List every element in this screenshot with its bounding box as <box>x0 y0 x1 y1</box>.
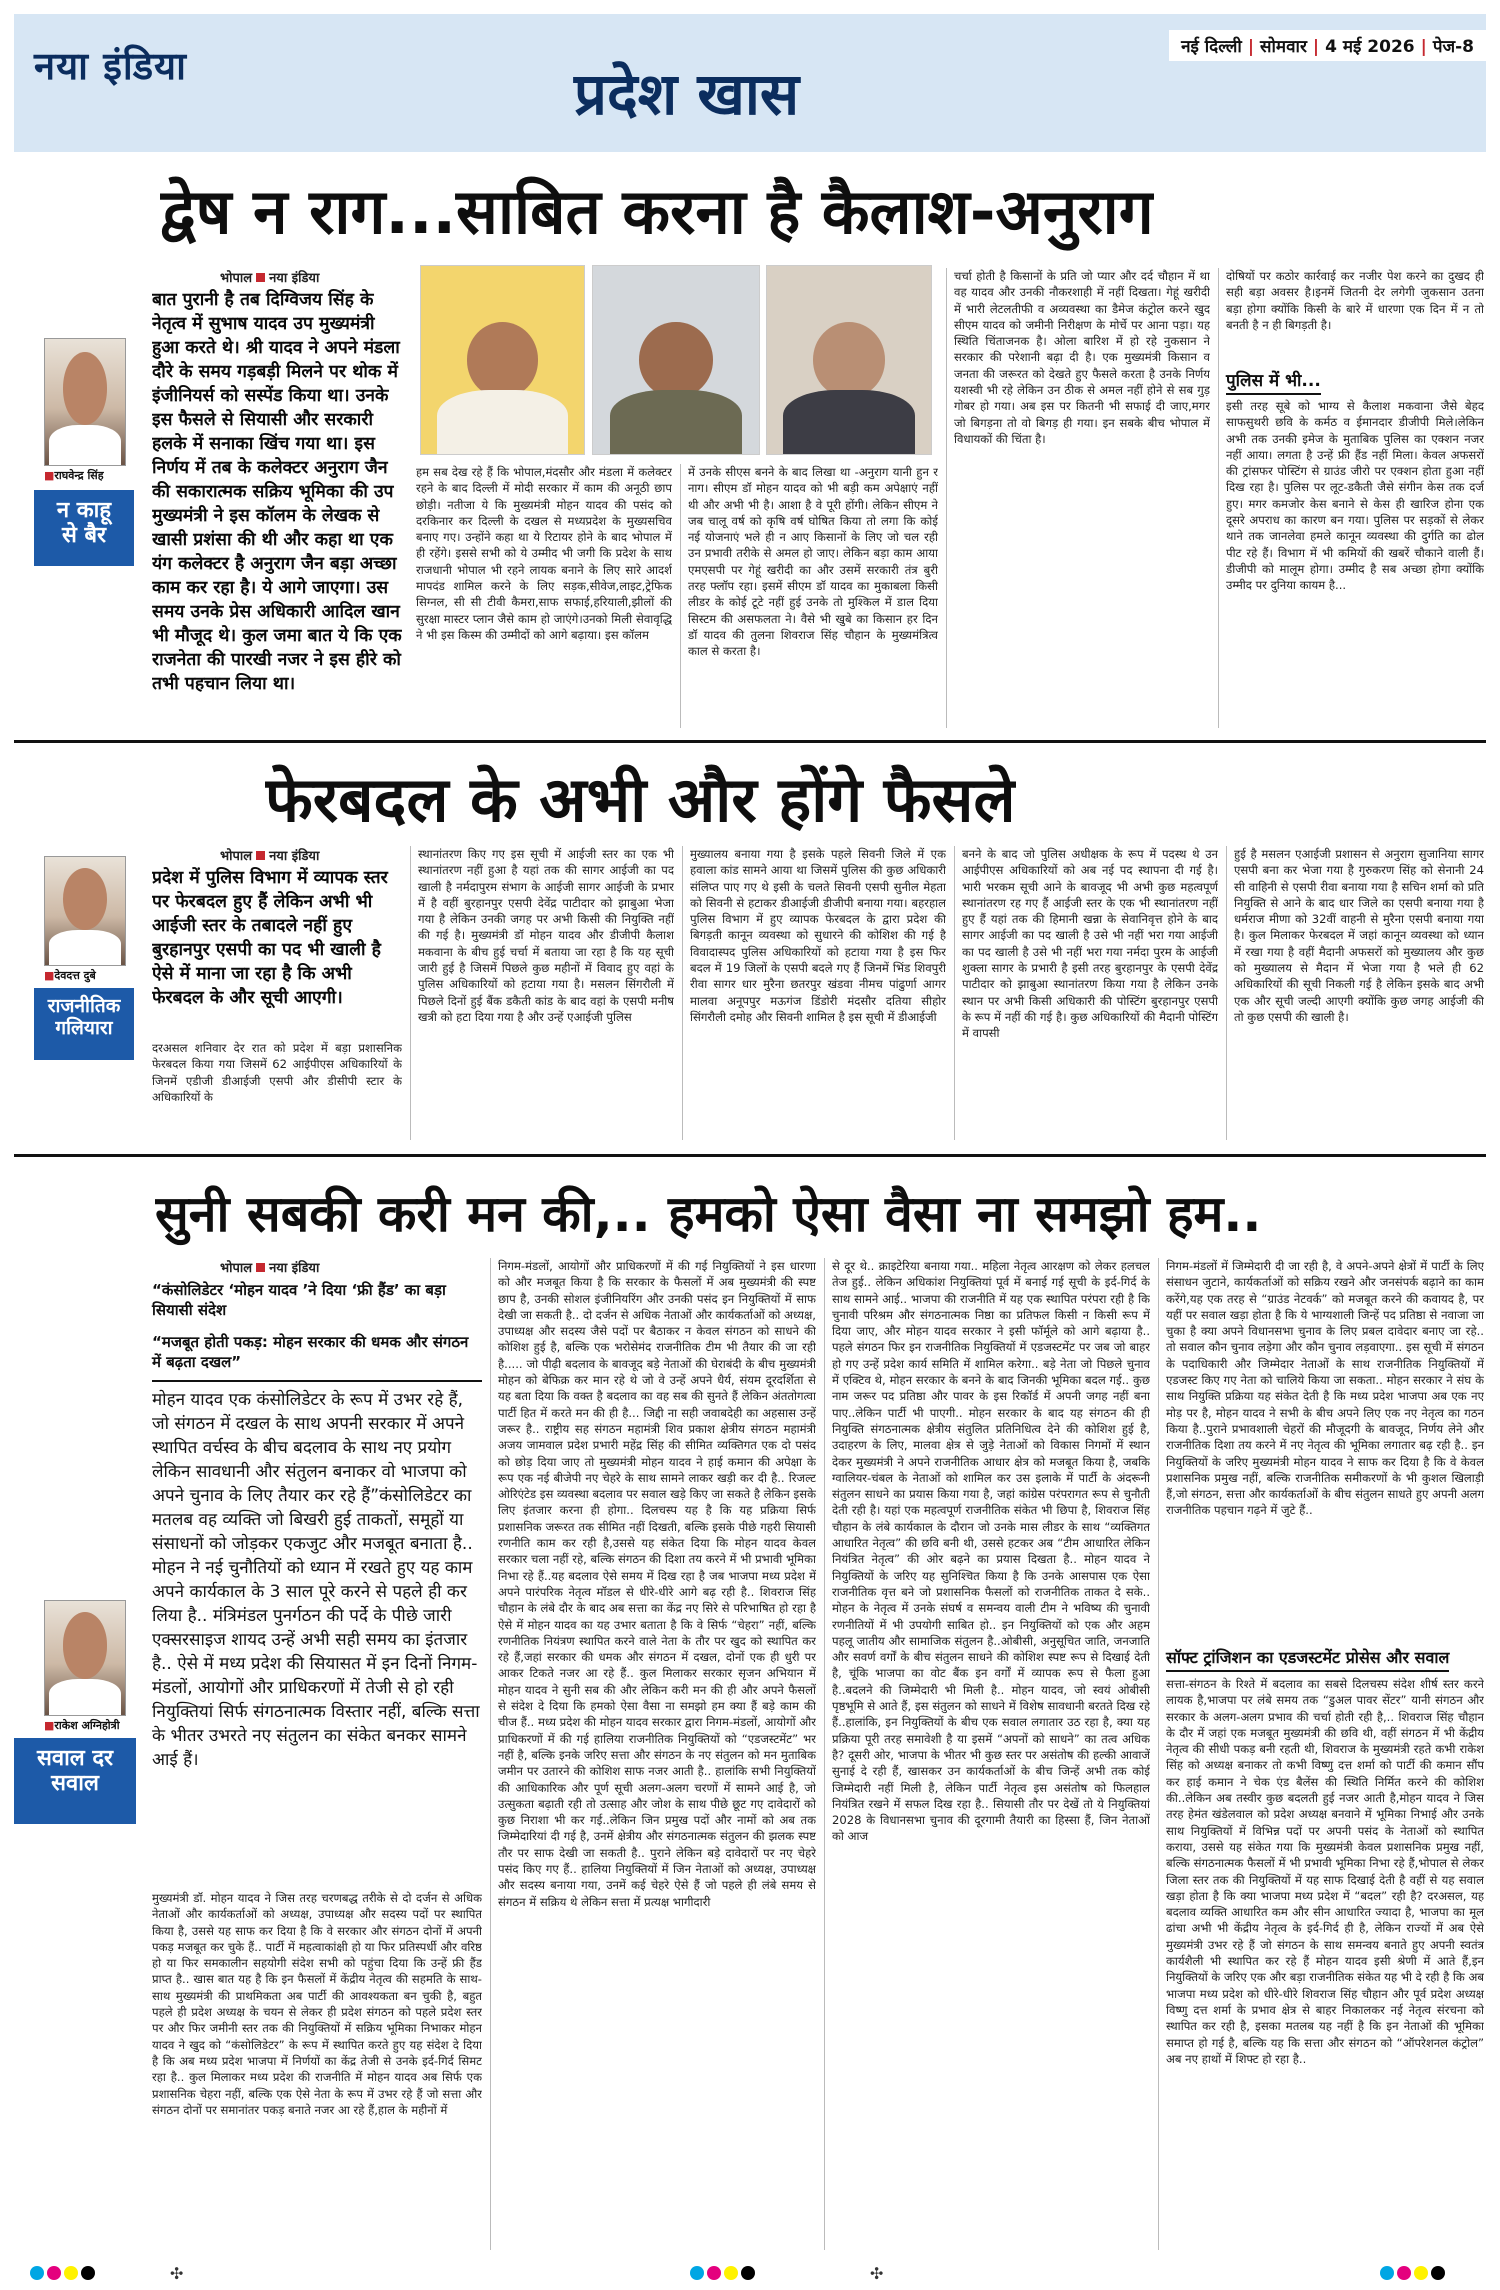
byline-place: भोपाल <box>220 271 253 286</box>
story3-column-4: निगम-मंडलों में जिम्मेदारी दी जा रही है, वे अपने-अपने क्षेत्रों में पार्टी के लिए संसाधन जुटाने, कार्यकर्ताओं को सक्रिय रखने और जनसंपर्क बढ़ाने का काम करेंगे,यह एक तरह से “ग्राउंड नेटवर्क” को मजबूत करने की कवायद है, पर यहीं पर सवाल खड़ा होता है कि ये भाग्यशाली जिन्हें पद प्रतिष्ठा से नवाजा जा चुका है क्या अपने विधानसभा चुनाव के लिए प्रबल दावेदार बनाए जा रहे.. तो सवाल कौन चुनाव लड़ेगा और कौन चुनाव लड़वाएगा.. इस सूची में संगठन के पदाधिकारी और जिम्मेदार नेताओं के साथ राजनीतिक नियुक्तियों में एडजस्ट किए गए नेता को चालिये किया जा सकता.. मोहन सरकार ने संघ के साथ नियुक्ति प्रक्रिया यह संकेत देती है कि मध्य प्रदेश भाजपा अब एक नए मोड़ पर है, मोहन यादव ने सभी के बीच अपने लिए एक नए नेतृत्व का गठन किया है..पुराने प्रभावशाली चेहरों की मौजूदगी के बावजूद, निर्णय लेने और राजनीतिक दिशा तय करने में नए नेतृत्व की भूमिका लगातार बढ़ रही है.. इन नियुक्तियों के जरिए मुख्यमंत्री मोहन यादव ने साफ कर दिया है कि वे केवल प्रशासनिक प्रमुख नहीं, बल्कि राजनीतिक समीकरणों के भी कुशल खिलाड़ी हैं,जो संगठन, सत्ता और कार्यकर्ताओं के बीच संतुलन साधते हुए अपनी अलग राजनीतिक पहचान गढ़ने में जुटे हैं.. <box>1166 1259 1484 1518</box>
story2-lead: प्रदेश में पुलिस विभाग में व्यापक स्तर पर फेरबदल हुए हैं लेकिन अभी भी आईजी स्तर के तबादले नहीं हुए बुरहानपुर एसपी का पद भी खाली है ऐसे में माना जा रहा है कि अभी फेरबदल के और सूची आएगी। <box>152 868 388 1008</box>
byline-square-icon <box>256 1263 265 1272</box>
author-photo <box>44 1600 126 1716</box>
officer-photo <box>766 265 932 455</box>
byline-paper: नया इंडिया <box>269 271 320 286</box>
story1-column-1: हम सब देख रहे हैं कि भोपाल,मंदसौर और मंडला में कलेक्टर रहने के बाद दिल्ली में मोदी सरकार में काम की अनूठी छाप छोड़ी। नतीजा ये कि मुख्यमंत्री मोहन यादव की पसंद को दरकिनार कर दिल्ली के दखल से मध्यप्रदेश के मुख्यसचिव बनाए गए। उन्होंने कहा था ये रिटायर होने के बाद भोपाल में ही रहेंगे। इससे सभी को ये उम्मीद भी जगी कि प्रदेश के साथ राजधानी भोपाल भी रहने लायक बनाने के लिए सारे आदर्श मापदंड शामिल करने के लिए सड़क,सीवेज,लाइट,ट्रेफिक सिग्नल, सी सी टीवी कैमरा,साफ सफाई,हरियाली,झीलों की सुरक्षा मास्टर प्लान जैसे काम हो जाएंगे।उनको मिली सेवावृद्धि ने भी इस किस्म की उम्मीदों को आगे बढ़ाया। इस कॉलम <box>416 465 672 642</box>
column-divider <box>1218 268 1219 728</box>
story3-headline: सुनी सबकी करी मन की,.. हमको ऐसा वैसा ना समझो हम.. <box>155 1185 1262 1243</box>
section-rule <box>14 740 1486 743</box>
print-registration-marks <box>0 2262 1500 2286</box>
story3-subhead: सॉफ्ट ट्रांजिशन का एडजस्टमेंट प्रोसेस और सवाल <box>1166 1646 1449 1672</box>
column-divider <box>946 268 947 728</box>
column-divider <box>954 846 955 1140</box>
story3-byline <box>220 1258 319 1276</box>
column-tag <box>34 490 134 566</box>
masthead <box>14 14 1486 152</box>
story2-column-1: दरअसल शनिवार देर रात को प्रदेश में बड़ा प्रशासनिक फेरबदल किया गया जिसमें 62 आईपीएस अधिकारियों के जिनमें एडीजी डीआईजी एसपी और डीसीपी स्टार के अधिकारियों के <box>152 1041 402 1104</box>
byline-paper: नया इंडिया <box>269 849 320 864</box>
story1-column-3: चर्चा होती है किसानों के प्रति जो प्यार और दर्द चौहान में था वह यादव और उनकी नौकरशाही में नहीं दिखता। गेहूं खरीदी में भारी लेटलतीफी व अव्यवस्था का डैमेज कंट्रोल करने खुद सीएम यादव को जमीनी निरीक्षण के मोर्चे पर आना पड़ा। यह स्थिति चिंताजनक है। ओला बारिश में हो रहे नुकसान ने सरकार की परेशानी बढ़ा दी है। एक मुख्यमंत्री किसान व जनता की जरूरत को देखते हुए फैसले करता है उनके निर्णय यशस्वी भी रहे लेकिन उन ठीक से अमल नहीं होने से सब गुड़ गोबर हो गया। अब इस पर कितनी भी सफाई दी जाए,मगर जो बिगड़ना तो वो बिगड़ ही गया। इन सबके बीच भोपाल में विधायकों की चिंता है। <box>954 269 1210 446</box>
story1-column-5: इसी तरह सूबे को भाग्य से कैलाश मकवाना जैसे बेहद साफसुथरी छवि के कर्मठ व ईमानदार डीजीपी मिले।लेकिन अभी तक उनकी इमेज के मुताबिक पुलिस का एक्शन नजर नहीं आया। लगता है उन्हें फ्री हैंड नहीं मिला। केवल अफसरों की ट्रांसफर पोस्टिंग से ग्राउंड जीरो पर एक्शन होता हुआ नहीं दिख रहा है। पुलिस पर लूट-डकैती जैसे संगीन केस तक दर्ज हुए। मगर कमजोर केस बनाने से केस ही खारिज होना एक दूसरे अपराध का कारण बन गया। पुलिस पर सड़कों से लेकर थाने तक जानलेवा हमले कानून व्यवस्था की दुर्गति का ढोल पीट रहे हैं। विभाग में भी कमियों की खबरें चौकाने वाली हैं। डीजीपी को मालूम होगा। उम्मीद है सब अच्छा होगा क्योंकि उम्मीद पर दुनिया कायम है... <box>1226 399 1484 593</box>
story1-column-2: में उनके सीएस बनने के बाद लिखा था -अनुराग यानी हुन र नाग। सीएम डॉ मोहन यादव को भी बड़ी कम अपेक्षाएं नहीं थी और अभी भी है। आशा है वे पूरी होंगी। लेकिन सीएम ने जब चालू वर्ष को कृषि वर्ष घोषित किया तो लगा कि कोई नई योजनाएं भले ही न आए किसानों के लिए जो चल रही उन प्रभावी तरीके से अमल हो जाए। लेकिन बड़ा काम आया एमएसपी पर गेहूं खरीदी का और उसमें सरकारी तंत्र बुरी तरह फ्लॉप रहा। इसमें सीएम डॉ यादव का मुकाबला किसी लीडर के कोई टूटे नहीं हुई उनके तो मुश्किल में डाल दिया सिस्टम की असफलता ने। वैसे भी खुबे का किसान हर दिन डॉ यादव की तुलना शिवराज सिंह चौहान के मुख्यमंत्रित्व काल से करता है। <box>688 465 938 659</box>
story2-headline: फेरबदल के अभी और होंगे फैसले <box>265 763 1016 836</box>
byline-paper: नया इंडिया <box>269 1261 320 1276</box>
column-tag-line1: राजनीतिक <box>47 995 121 1017</box>
crosshair-icon: ✣ <box>170 2264 184 2283</box>
story2-column-2: स्थानांतरण किए गए इस सूची में आईजी स्तर का एक भी स्थानांतरण नहीं हुआ है यहां तक की सागर आईजी का पद खाली है नर्मदापुरम संभाग के आईजी सागर आईजी के प्रभार में है वहीं बुरहानपुर एसपी देवेंद्र पाटीदार को झाबुआ भेजा गया है लेकिन उनकी जगह पर अभी किसी की नियुक्ति नहीं की गई है। मुख्यमंत्री डॉ मोहन यादव और डीजीपी कैलाश मकवाना के बीच हुई चर्चा में बताया जा रहा है कि यह सूची जारी हुई है जिसमें पिछले कुछ महीनों में विवाद हुए वहां के पुलिस अधिकारियों को हटाया गया है। मसलन सिंगरौली में पिछले दिनों हुई बैंक डकैती कांड के बाद वहां के एसपी मनीष खत्री को हटा दिया गया है और उन्हें एआईजी पुलिस <box>418 847 674 1024</box>
story3-column-5: सत्ता-संगठन के रिश्ते में बदलाव का सबसे दिलचस्प संदेश शीर्ष स्तर करने लायक है,भाजपा पर लंबे समय तक “डुअल पावर सेंटर” यानी संगठन और सरकार के अलग-अलग प्रभाव की चर्चा होती रही है,.. शिवराज सिंह चौहान के दौर में जहां एक मजबूत मुख्यमंत्री की छवि थी, वहीं संगठन में भी केंद्रीय नेतृत्व की सीधी पकड़ बनी रहती थी, शिवराज के मुख्यमंत्री रहते कभी राकेश सिंह को अध्यक्ष बनाकर तो कभी विष्णु दत्त शर्मा को पार्टी की कमान सौंप कर हाई कमान ने चेक एंड बैलेंस की स्थिति निर्मित करने की कोशिश की..लेकिन अब तस्वीर कुछ बदलती हुई नजर आती है,मोहन यादव ने जिस तरह हेमंत खंडेलवाल को प्रदेश अध्यक्ष बनवाने में भूमिका निभाई और उनके साथ नियुक्तियों में विभिन्न पदों पर अपनी पसंद के नेताओं को स्थापित कराया, उससे यह संकेत गया कि मुख्यमंत्री केवल प्रशासनिक प्रमुख नहीं, बल्कि संगठनात्मक फैसलों में भी प्रभावी भूमिका निभा रहे हैं,भोपाल से लेकर जिला स्तर तक की नियुक्तियों में यह साफ दिखाई देती है वहीं से यह सवाल खड़ा होता है कि क्या भाजपा मध्य प्रदेश में “बदल” रही है? दरअसल, यह बदलाव व्यक्ति आधारित कम और सीन आधारित ज्यादा है, भाजपा का मूल ढांचा अभी भी केंद्रीय नेतृत्व के इर्द-गिर्द ही है, लेकिन राज्यों में अब ऐसे मुख्यमंत्री उभर रहे हैं जो संगठन के साथ समन्वय बनाते हुए अपनी स्वतंत्र कार्यशैली भी स्थापित कर रहे हैं मोहन यादव इसी श्रेणी में आते हैं,इन नियुक्तियों के जरिए एक और बड़ा राजनीतिक संकेत यह भी दे रही है कि अब भाजपा मध्य प्रदेश को धीरे-धीरे शिवराज सिंह चौहान और पूर्व प्रदेश अध्यक्ष विष्णु दत्त शर्मा के प्रभाव क्षेत्र से बाहर निकालकर नई नेतृत्व संरचना को स्थापित कर रही है, इसका मतलब यह नहीं है कि इन नेताओं की भूमिका समाप्त हो गई है, बल्कि यह कि सत्ता और संगठन को “ऑपरेशनल कंट्रोल” अब नए हाथों में शिफ्ट हो रहा है.. <box>1166 1677 1484 2066</box>
dateline-separator: | <box>1312 37 1320 57</box>
column-tag-line2: सवाल <box>51 1771 99 1797</box>
story1-subhead: पुलिस में भी... <box>1226 368 1321 395</box>
column-tag-line1: सवाल दर <box>36 1746 114 1771</box>
cmyk-dots-icon <box>1380 2266 1445 2280</box>
dateline-separator: | <box>1420 37 1427 57</box>
byline-square-icon <box>256 851 265 860</box>
story1-byline <box>220 268 319 286</box>
story3-column-2: निगम-मंडलों, आयोगों और प्राधिकरणों में की गई नियुक्तियों ने इस धारणा को और मजबूत किया है कि सरकार के फैसलों में अब मुख्यमंत्री की स्पष्ट छाप है, उनकी सोशल इंजीनियरिंग और उनकी पसंद इन नियुक्तियों में साफ देखी जा सकती है.. दो दर्जन से अधिक नेताओं और कार्यकर्ताओं को अध्यक्ष, उपाध्यक्ष और सदस्य जैसे पदों पर बैठाकर न केवल संगठन को साधने की कोशिश हुई है, बल्कि एक भरोसेमंद राजनीतिक टीम भी तैयार की जा रही है..... जो पीढ़ी बदलाव के बावजूद बड़े नेताओं की घेराबंदी के बीच मुख्यमंत्री मोहन को बेफिक्र कर मान रहे थे जो वे उन्हें अपने धैर्य, संयम दूरदर्शिता से यह बता दिया कि वक्त है बदलाव का वह सब की सुनते हैं लेकिन अंततोगत्वा पार्टी हित में करते मन की ही है... जिद्दी ना सही जवाबदेही का अहसास उन्हें जरूर है.. राष्ट्रीय सह संगठन महामंत्री शिव प्रकाश क्षेत्रीय संगठन महामंत्री अजय जामवाल प्रदेश प्रभारी महेंद्र सिंह की सीमित व्यक्तिगत एक दो पसंद को छोड़ दिया जाए तो मुख्यमंत्री मोहन यादव ने हाई कमान की अपेक्षा के रूप एक नई बीजेपी नए चेहरे के साथ सामने लाकर खड़ी कर दी है.. रिजल्ट ओरिएंटेड इस व्यवस्था बदलाव पर सवाल खड़े किए जा सकते है लेकिन इसके लिए इंतजार करना ही होगा.. दिलचस्प यह है कि यह प्रक्रिया सिर्फ प्रशासनिक जरूरत तक सीमित नहीं दिखती, बल्कि इसके पीछे गहरी सियासी रणनीति काम कर रही है,उससे यह संकेत दिया कि मोहन यादव केवल सरकार चला नहीं रहे, बल्कि संगठन की दिशा तय करने में भी प्रभावी भूमिका निभा रहे हैं..यह बदलाव ऐसे समय में दिख रहा है जब भाजपा मध्य प्रदेश में अपने पारंपरिक नेतृत्व मॉडल से धीरे-धीरे आगे बढ़ रही है.. शिवराज सिंह चौहान के लंबे दौर के बाद अब सत्ता का केंद्र नए सिरे से परिभाषित हो रहा है ऐसे में मोहन यादव का यह उभार बताता है कि वे सिर्फ “चेहरा” नहीं, बल्कि रणनीतिक नियंत्रण स्थापित करने वाले नेता के तौर पर खुद को स्थापित कर रहे हैं,जहां सरकार की धमक और संगठन में दखल, दोनों एक ही धुरी पर आकर टिकते नजर आ रहे हैं.. कुल मिलाकर सरकार सृजन अभियान में मोहन यादव ने सुनी सब की और लेकिन करी मन की ही और अपने फैसलों से संदेश दे दिया कि हमको ऐसा वैसा ना समझो हम क्या हैं बड़े काम की चीज हैं.. मध्य प्रदेश की मोहन यादव सरकार द्वारा निगम-मंडलों, आयोगों और प्राधिकरणों में की गई हालिया राजनीतिक नियुक्तियों को “एडजस्टमेंट” भर नहीं है, बल्कि इनके जरिए सत्ता और संगठन के नए संतुलन को मन मुताबिक जमीन पर उतारने की कोशिश साफ नजर आती है.. हालांकि सभी नियुक्तियों की आधिकारिक और पूर्ण सूची अलग-अलग चरणों में सामने आई है, जो उत्सुकता बढ़ाती रही तो उत्साह और जोश के साथ पीछे छूट गए दावेदारों को कुछ निराशा भी कर गई..लेकिन जिन प्रमुख पदों और नामों को अब तक जिम्मेदारियां दी गई है, उनमें क्षेत्रीय और संगठनात्मक संतुलन की झलक स्पष्ट तौर पर साफ देखी जा सकती है.. पुराने लेकिन बड़े दावेदारों पर नए चेहरे पसंद किए गए हैं.. हालिया नियुक्तियों में जिन नेताओं को अध्यक्ष, उपाध्यक्ष और सदस्य बनाया गया, उनमें कई चेहरे ऐसे हैं जो पहले ही लंबे समय से संगठन में सक्रिय थे लेकिन सत्ता में प्रत्यक्ष भागीदारी <box>498 1259 816 1909</box>
byline-place: भोपाल <box>220 849 253 864</box>
story2-author: ■देवदत्त दुबे <box>44 969 96 982</box>
story3-column-3: से दूर थे.. क्राइटेरिया बनाया गया.. महिला नेतृत्व आरक्षण को लेकर हलचल तेज हुई.. लेकिन अधिकांश नियुक्तियां पूर्व में बनाई गई सूची के इर्द-गिर्द के साथ सामने आई.. भाजपा की राजनीति में यह एक स्थापित परंपरा रही है कि चुनावी परिश्रम और संगठनात्मक निष्ठा का प्रतिफल किसी न किसी रूप में दिया जाए, और मोहन यादव सरकार ने इसी फॉर्मूले को आगे बढ़ाया है.. पहले संगठन फिर इन राजनीतिक नियुक्तियों में एडजस्टमेंट पर जब जो बाहर हो गए उन्हें प्रदेश कार्य समिति में शामिल करेगा.. बड़े नेता जो पिछले चुनाव में एक्टिव थे, मोहन सरकार के बनने के बाद जिनकी भूमिका बदल गई.. कुछ नाम जरूर पद प्रतिष्ठा और पावर के इस रिकॉर्ड में अपनी जगह नहीं बना पाए..लेकिन पार्टी भी पाएगी.. मोहन सरकार के बाद यह संगठन की ही नियुक्ति संगठनात्मक क्षेत्रीय संतुलित प्रतिनिधित्व देने की कोशिश हुई है, उदाहरण के लिए, मालवा क्षेत्र से जुड़े नेताओं को विकास निगमों में स्थान देकर मुख्यमंत्री ने अपने राजनीतिक आधार क्षेत्र को मजबूत किया है, जबकि ग्वालियर-चंबल के नेताओं को शामिल कर उस इलाके में पार्टी के अंदरूनी संतुलन साधने का प्रयास किया गया है, जहां कांग्रेस परंपरागत रूप से चुनौती देती रही है। यहां एक महत्वपूर्ण राजनीतिक संकेत भी छिपा है, शिवराज सिंह चौहान के लंबे कार्यकाल के दौरान जो उनके मास लीडर के साथ “व्यक्तिगत आधारित नेतृत्व” की छवि बनी थी, उससे हटकर अब “टीम आधारित लेकिन नियंत्रित नेतृत्व” की ओर बढ़ने का प्रयास दिखता है.. मोहन यादव ने नियुक्तियों के जरिए यह सुनिश्चित किया है कि उनके आसपास एक ऐसा राजनीतिक वृत्त बने जो प्रशासनिक फैसलों को राजनीतिक ताकत दे सके.. मोहन के नेतृत्व में उनके संघर्ष व समन्वय वाली टीम ने भविष्य की चुनावी रणनीतियों में भी उपयोगी साबित हो.. इन नियुक्तियों को एक और अहम पहलू जातीय और सामाजिक संतुलन है..ओबीसी, अनुसूचित जाति, जनजाति और सवर्ण वर्गों के बीच संतुलन साधने की कोशिश स्पष्ट रूप से दिखाई देती है, चूंकि भाजपा का वोट बैंक इन वर्गों में व्यापक रूप से फैला हुआ है..बदलने की जिम्मेदारी भी मिली है.. मोहन यादव, जो स्वयं ओबीसी पृष्ठभूमि से आते हैं, इस संतुलन को साधने में विशेष सावधानी बरतते दिख रहे हैं..हालांकि, इन नियुक्तियों के बीच एक सवाल लगातार उठ रहा है, क्या यह प्रक्रिया पूरी तरह समावेशी है या इसमें “अपनों को साधने” का तत्व अधिक है? दूसरी ओर, भाजपा के भीतर भी कुछ स्तर पर असंतोष की हल्की आवाजें सुनाई दे रही हैं, खासकर उन कार्यकर्ताओं के बीच जिन्हें अभी तक कोई जिम्मेदारी नहीं मिली है, लेकिन पार्टी नेतृत्व इस असंतोष को फिलहाल नियंत्रित रखने में सफल दिख रहा है.. सियासी तौर पर देखें तो ये नियुक्तियां 2028 के विधानसभा चुनाव की दूरगामी तैयारी का हिस्सा हैं, जिन नेताओं को आज <box>832 1259 1150 1844</box>
story3-author: ■राकेश अग्निहोत्री <box>44 1719 120 1732</box>
dateline-page: पेज-8 <box>1432 37 1474 57</box>
story1-column-4: दोषियों पर कठोर कार्रवाई कर नजीर पेश करने का दुखद ही सही बड़ा अवसर है।इनमें जितनी देर लगेगी जुकसान उतना बड़ा होगा क्योंकि किसी के बारे में धारणा एक दिन में न तो बनती है न ही बिगड़ती है। <box>1226 269 1484 332</box>
column-divider <box>410 846 411 1140</box>
dateline <box>1169 30 1486 61</box>
story3-kicker-1: “कंसोलिडेटर ‘मोहन यादव ’ने दिया ‘फ्री हैंड’ का बड़ा सियासी संदेश <box>152 1281 446 1319</box>
column-divider <box>824 1258 825 2250</box>
column-tag-line2: से बैर <box>61 523 107 549</box>
column-tag-line2: गलियारा <box>55 1016 113 1039</box>
politician-photo <box>420 265 585 455</box>
story3-kicker-2: “मजबूत होती पकड़: मोहन सरकार की धमक और संगठन में बढ़ता दखल” <box>152 1333 469 1371</box>
dateline-city: नई दिल्ली <box>1181 37 1242 57</box>
column-divider <box>490 1258 491 2250</box>
police-officer-photo <box>592 265 760 455</box>
column-tag <box>14 1738 136 1824</box>
section-title: प्रदेश खास <box>574 60 800 128</box>
column-tag-line1: न काहू <box>56 498 112 523</box>
dateline-date: 4 मई 2026 <box>1325 37 1415 57</box>
crosshair-icon: ✣ <box>870 2264 884 2283</box>
cmyk-dots-icon <box>30 2266 95 2280</box>
column-divider <box>1226 846 1227 1140</box>
kicker-rule <box>152 1380 482 1382</box>
byline-square-icon <box>256 273 265 282</box>
column-tag <box>34 988 134 1060</box>
newspaper-logo: नया इंडिया <box>34 44 187 88</box>
byline-place: भोपाल <box>220 1261 253 1276</box>
column-divider <box>1158 1258 1159 2250</box>
story3-deck: मोहन यादव एक कंसोलिडेटर के रूप में उभर रहे हैं, जो संगठन में दखल के साथ अपनी सरकार में अपने स्थापित वर्चस्व के बीच बदलाव के साथ नए प्रयोग लेकिन सावधानी और संतुलन बनाकर वो भाजपा को अपने चुनाव के लिए तैयार कर रहे हैं”कंसोलिडेटर का मतलब वह व्यक्ति जो बिखरी हुई ताकतों, समूहों या संसाधनों को जोड़कर एकजुट और मजबूत बनाता है.. मोहन ने नई चुनौतियों को ध्यान में रखते हुए यह काम अपने कार्यकाल के 3 साल पूरे करने से पहले ही कर लिया है.. मंत्रिमंडल पुनर्गठन की पर्दे के पीछे जारी एक्सरसाइज शायद उन्हें अभी सही समय का इंतजार है.. ऐसे में मध्य प्रदेश की सियासत में इन दिनों निगम-मंडलों, आयोगों और प्राधिकरणों में तेजी से हो रही नियुक्तियां सिर्फ संगठनात्मक विस्तार नहीं, बल्कि सत्ता के भीतर उभरते नए संतुलन का संकेत बनकर सामने आई हैं। <box>152 1390 480 1770</box>
story2-column-5: हुई है मसलन एआईजी प्रशासन से अनुराग सुजानिया सागर एसपी बना कर भेजा गया है गुरुकरण सिंह को सेनानी 24 सी वाहिनी से एसपी रीवा बनाया गया है सचिन शर्मा को प्रति नियुक्ति से आने के बाद धार जिले का एसपी बनाया गया है धर्मराज मीणा को 32वीं वाहनी से मुरैना एसपी बनाया गया है। कुल मिलाकर फेरबदल में जहां कानून व्यवस्था को ध्यान में रखा गया है वहीं मैदानी अफसरों को मुख्यालय और कुछ को मुख्यालय से मैदान में भेजा गया है भले ही 62 अधिकारियों की सूची निकली गई है लेकिन इसके बाद अभी एक और सूची जल्दी आएगी क्योंकि कुछ जगह आईजी की तो कुछ एसपी की खाली है। <box>1234 847 1484 1024</box>
story2-column-4: बनने के बाद जो पुलिस अधीक्षक के रूप में पदस्थ थे उन आईपीएस अधिकारियों को अब नई पद स्थापना दी गई है। भारी भरकम सूची आने के बावजूद भी अभी कुछ महत्वपूर्ण स्थानांतरण रह गए हैं आईजी स्तर के एक भी स्थानांतरण नहीं हुए हैं यहां तक की हिमानी खन्ना के सेवानिवृत्त होने के बाद सागर आईजी का पद खाली है उसे भी नहीं भरा गया आईजी का पद खाली है उसे भी नहीं भरा गया नर्मदा पुरम के आईजी शुक्ला सागर के प्रभारी है इसी तरह बुरहानपुर के एसपी देवेंद्र पाटीदार को झाबुआ स्थानांतरण किया गया है लेकिन उनके स्थान पर अभी किसी अधिकारी की पोस्टिंग बुरहानपुर एसपी के रूप में नहीं की गई है। कुछ अधिकारियों की मैदानी पोस्टिंग में वापसी <box>962 847 1218 1041</box>
story3-column-1: मुख्यमंत्री डॉ. मोहन यादव ने जिस तरह चरणबद्ध तरीके से दो दर्जन से अधिक नेताओं और कार्यकर्ताओं को अध्यक्ष, उपाध्यक्ष और सदस्य पदों पर स्थापित किया है, उससे यह साफ कर दिया है कि वे सरकार और संगठन दोनों में अपनी पकड़ मजबूत कर चुके हैं.. पार्टी में महत्वाकांक्षी हो या फिर प्रतिस्पर्धी और वरिष्ठ हो या फिर समकालीन सहयोगी संदेश सभी को पहुंचा दिया कि उन्हें फ्री हैंड प्राप्त है.. खास बात यह है कि इन फैसलों में केंद्रीय नेतृत्व की सहमति के साथ-साथ मुख्यमंत्री की प्राथमिकता अब पार्टी की आवश्यकता बन चुकी है, बहुत पहले ही प्रदेश अध्यक्ष के चयन से लेकर ही प्रदेश संगठन को पहले प्रदेश स्तर पर और फिर जमीनी स्तर तक की नियुक्तियों में सक्रिय भूमिका निभाकर मोहन यादव ने खुद को “कंसोलिडेटर” के रूप में स्थापित करते हुए यह संदेश दे दिया है कि अब मध्य प्रदेश भाजपा में निर्णयों का केंद्र तेजी से उनके इर्द-गिर्द सिमट रहा है.. कुल मिलाकर मध्य प्रदेश की राजनीति में मोहन यादव अब सिर्फ एक प्रशासनिक चेहरा नहीं, बल्कि एक ऐसे नेता के रूप में उभर रहे हैं जो सत्ता और संगठन दोनों पर समानांतर पकड़ बनाते नजर आ रहे हैं,हाल के महीनों में <box>152 1891 482 2117</box>
dateline-separator: | <box>1247 37 1255 57</box>
story2-byline <box>220 846 319 864</box>
story1-headline: द्वेष न राग...साबित करना है कैलाश-अनुराग <box>160 175 1154 248</box>
section-rule <box>14 1154 1486 1157</box>
author-photo <box>44 856 126 966</box>
cmyk-dots-icon <box>690 2266 755 2280</box>
story1-author: ■राघवेन्द्र सिंह <box>44 469 104 482</box>
dateline-day: सोमवार <box>1260 37 1307 57</box>
column-divider <box>682 846 683 1140</box>
story2-column-3: मुख्यालय बनाया गया है इसके पहले सिवनी जिले में एक हवाला कांड सामने आया था जिसमें पुलिस की कुछ अधिकारी संलिप्त पाए गए थे इसी के चलते सिवनी एसपी सुनील मेहता को सिवनी से हटाकर डीआईजी डीजीपी बनाया गया। बहरहाल पुलिस विभाग में हुए व्यापक फेरबदल के द्वारा प्रदेश की बिगड़ती कानून व्यवस्था को सुधारने की कोशिश की गई है विवादास्पद पुलिस अधिकारियों को हटाया गया है इस फिर बदल में 19 जिलों के एसपी बदले गए हैं जिनमें भिंड शिवपुरी रीवा सागर धार मुरैना छतरपुर खंडवा नीमच पांढुर्णा आगर मालवा अनूपपुर मऊगंज डिंडोरी मंदसौर दतिया सीहोर सिंगरौली दमोह और सिवनी शामिल है इस सूची में डीआईजी <box>690 847 946 1024</box>
author-photo <box>44 338 126 466</box>
story1-lead: बात पुरानी है तब दिग्विजय सिंह के नेतृत्व में सुभाष यादव उप मुख्यमंत्री हुआ करते थे। श्री यादव ने अपने मंडला दौरे के समय गड़बड़ी मिलने पर थोक में इंजीनियर्स को सस्पेंड किया था। उनके इस फैसले से सियासी और सरकारी हलके में सनाका खिंच गया था। इस निर्णय में तब के कलेक्टर अनुराग जैन की सकारात्मक सक्रिय भूमिका की उप मुख्यमंत्री ने इस कॉलम के लेखक से खासी प्रशंसा की थी और कहा था एक यंग कलेक्टर है अनुराग जैन बड़ा अच्छा काम कर रहा है। ये आगे जाएगा। उस समय उनके प्रेस अधिकारी आदिल खान भी मौजूद थे। कुल जमा बात ये कि एक राजनेता की पारखी नजर ने इस हीरे को तभी पहचान लिया था। <box>152 290 402 694</box>
column-divider <box>680 464 681 728</box>
